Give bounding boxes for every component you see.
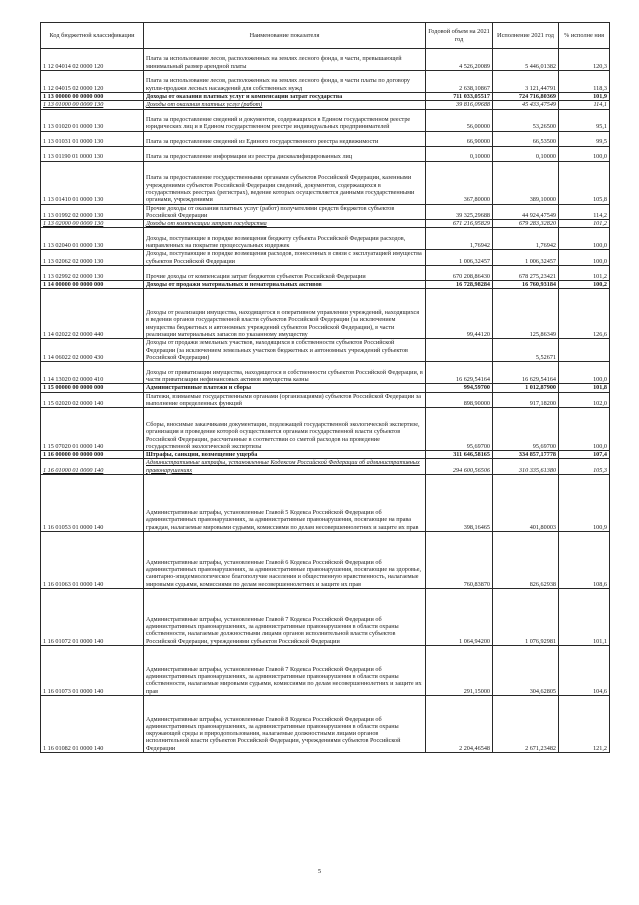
code-cell: 1 16 01073 01 0000 140 [41,646,144,696]
name-cell: Плата за использование лесов, расположенных на землях лесного фонда, в части, превышающей минимальный размер арендной платы [144,49,426,71]
code-cell: 1 13 01000 00 0000 130 [41,101,144,109]
executed-cell: 2 671,23482 [493,696,559,753]
percent-cell: 101,9 [559,93,610,101]
code-cell: 1 14 02022 02 0000 440 [41,289,144,339]
executed-cell: 66,53500 [493,131,559,146]
executed-cell: 826,62938 [493,532,559,589]
code-cell: 1 16 01072 01 0000 140 [41,589,144,646]
table-row [41,392,610,408]
code-cell: 1 13 01992 02 0000 130 [41,204,144,220]
executed-cell: 304,62805 [493,646,559,696]
executed-cell: 310 335,61380 [493,459,559,475]
table-row [41,589,610,646]
executed-cell: 1 006,32457 [493,250,559,266]
header-annual: Годовой объем на 2021 год [426,23,493,49]
executed-cell: 1,76942 [493,228,559,250]
code-cell: 1 15 02020 02 0000 140 [41,392,144,408]
name-cell: Доходы от продажи материальных и нематериальных активов [144,281,426,289]
table-row [41,339,610,362]
name-cell: Платежи, взимаемые государственными органами (организациями) субъектов Российской Федерации за выполнение определенных функций [144,392,426,408]
executed-cell: 16 629,54164 [493,362,559,384]
percent-cell: 118,3 [559,71,610,93]
percent-cell: 100,0 [559,228,610,250]
percent-cell: 104,6 [559,646,610,696]
executed-cell: 334 857,17778 [493,451,559,459]
name-cell: Административные штрафы, установленные Кодексом Российской Федерации об административных правонарушениях [144,459,426,475]
name-cell: Плата за использование лесов, расположенных на землях лесного фонда, в части платы по договору купли-продажи лесных насаждений для собственных нужд [144,71,426,93]
code-cell: 1 13 01410 01 0000 130 [41,161,144,204]
code-cell: 1 13 01190 01 0000 130 [41,146,144,161]
name-cell: Административные платежи и сборы [144,384,426,392]
percent-cell: 114,2 [559,204,610,220]
executed-cell: 917,18200 [493,392,559,408]
table-row [41,220,610,228]
annual-cell: 39 325,29688 [426,204,493,220]
executed-cell: 1 012,87900 [493,384,559,392]
code-cell: 1 13 00000 00 0000 000 [41,93,144,101]
annual-cell: 16 728,98284 [426,281,493,289]
annual-cell: 2 204,46548 [426,696,493,753]
code-cell: 1 13 02992 02 0000 130 [41,266,144,281]
table-row [41,646,610,696]
executed-cell: 125,86349 [493,289,559,339]
name-cell: Доходы от оказания платных услуг (работ) [144,101,426,109]
annual-cell: 0,10000 [426,146,493,161]
name-cell: Административные штрафы, установленные Главой 5 Кодекса Российской Федерации об административных правонарушениях, за административные правонарушения, посягающие на права граждан, налагаемые мировыми судьями, комиссиями по делам несовершеннолетних и защите их прав [144,475,426,532]
table-row [41,408,610,451]
annual-cell: 16 629,54164 [426,362,493,384]
executed-cell: 53,26500 [493,109,559,131]
table-row [41,161,610,204]
percent-cell: 100,9 [559,475,610,532]
code-cell: 1 12 04015 02 0000 120 [41,71,144,93]
annual-cell: 711 033,05517 [426,93,493,101]
percent-cell: 100,0 [559,146,610,161]
table-header-row [41,23,610,49]
table-row [41,281,610,289]
name-cell: Плата за предоставление сведений из Единого государственного реестра недвижимости [144,131,426,146]
name-cell: Сборы, вносимые заказчиками документации, подлежащей государственной экологической экспертизе, организация и проведение которой осуществляется органами государственной власти субъектов Российской Федерации, рассчитанные в соответствии со сметой расходов на проведение государственной экологической экспертизы [144,408,426,451]
code-cell: 1 13 01031 01 0000 130 [41,131,144,146]
code-cell: 1 16 00000 00 0000 000 [41,451,144,459]
annual-cell: 39 816,09688 [426,101,493,109]
table-body [41,49,610,753]
percent-cell: 121,2 [559,696,610,753]
annual-cell: 760,83870 [426,532,493,589]
name-cell: Прочие доходы от компенсации затрат бюджетов субъектов Российской Федерации [144,266,426,281]
percent-cell: 102,0 [559,392,610,408]
name-cell: Доходы, поступающие в порядке возмещения бюджету субъекта Российской Федерации расходов, направленных на покрытие процессуальных издержек [144,228,426,250]
name-cell: Доходы от продажи земельных участков, находящихся в собственности субъектов Российской Федерации (за исключением земельных участков бюджетных и автономных учреждений субъектов Российской Федерации) [144,339,426,362]
code-cell: 1 13 02040 01 0000 130 [41,228,144,250]
percent-cell: 100,2 [559,281,610,289]
table-row [41,459,610,475]
code-cell: 1 14 13020 02 0000 410 [41,362,144,384]
percent-cell: 101,8 [559,384,610,392]
percent-cell: 101,2 [559,220,610,228]
table-row [41,384,610,392]
name-cell: Доходы, поступающие в порядке возмещения расходов, понесенных в связи с эксплуатацией имущества субъектов Российской Федерации [144,250,426,266]
name-cell: Доходы от компенсации затрат государства [144,220,426,228]
table-row [41,475,610,532]
executed-cell: 1 076,92981 [493,589,559,646]
code-cell: 1 12 04014 02 0000 120 [41,49,144,71]
annual-cell: 294 600,56506 [426,459,493,475]
budget-revenue-table [40,22,610,753]
header-percent: % исполне ния [559,23,610,49]
executed-cell: 5,52671 [493,339,559,362]
annual-cell: 398,16465 [426,475,493,532]
table-row [41,266,610,281]
executed-cell: 724 716,80369 [493,93,559,101]
name-cell: Плата за предоставление сведений и документов, содержащихся в Едином государственном реестре юридических лиц и в Едином государственном реестре индивидуальных предпринимателей [144,109,426,131]
annual-cell: 671 216,95829 [426,220,493,228]
percent-cell: 108,6 [559,532,610,589]
header-name: Наименование показателя [144,23,426,49]
table-row [41,71,610,93]
annual-cell: 66,90000 [426,131,493,146]
executed-cell: 389,10000 [493,161,559,204]
page-number: 5 [317,868,322,875]
executed-cell: 44 924,47549 [493,204,559,220]
annual-cell: 4 526,20089 [426,49,493,71]
percent-cell: 100,0 [559,408,610,451]
percent-cell: 114,1 [559,101,610,109]
code-cell: 1 16 01082 01 0000 140 [41,696,144,753]
annual-cell: 99,44120 [426,289,493,339]
executed-cell: 45 433,47549 [493,101,559,109]
table-row [41,362,610,384]
code-cell: 1 14 00000 00 0000 000 [41,281,144,289]
percent-cell: 99,5 [559,131,610,146]
code-cell: 1 15 07020 01 0000 140 [41,408,144,451]
annual-cell: 670 208,86430 [426,266,493,281]
table-row [41,250,610,266]
table-row [41,146,610,161]
percent-cell [559,339,610,362]
table-row [41,93,610,101]
name-cell: Штрафы, санкции, возмещение ущерба [144,451,426,459]
percent-cell: 120,3 [559,49,610,71]
name-cell: Доходы от реализации имущества, находящегося в оперативном управлении учреждений, находящихся в ведении органов государственной власти субъектов Российской Федерации (за исключением имущества бюджетных и автономных учреждений субъектов Российской Федерации), в части реализации материальных запасов по указанному имуществу [144,289,426,339]
table-row [41,49,610,71]
table-row [41,696,610,753]
name-cell: Административные штрафы, установленные Главой 7 Кодекса Российской Федерации об административных правонарушениях, за административные правонарушения в области охраны собственности, налагаемые мировыми судьями, комиссиями по делам несовершеннолетних и защите их прав [144,646,426,696]
name-cell: Доходы от оказания платных услуг и компенсации затрат государства [144,93,426,101]
table-row [41,451,610,459]
annual-cell: 994,59700 [426,384,493,392]
name-cell: Плата за предоставление государственными органами субъектов Российской Федерации, казенными учреждениями субъектов Российской Федерации сведений, документов, содержащихся в государственных реестрах (регистрах), ведение которых осуществляется данными государственными органами, учреждениями [144,161,426,204]
executed-cell: 678 275,23421 [493,266,559,281]
table-row [41,204,610,220]
table-row [41,131,610,146]
annual-cell: 367,80000 [426,161,493,204]
percent-cell: 105,3 [559,459,610,475]
annual-cell: 1 006,32457 [426,250,493,266]
percent-cell: 100,0 [559,250,610,266]
name-cell: Административные штрафы, установленные Главой 7 Кодекса Российской Федерации об административных правонарушениях, за административные правонарушения в области охраны собственности, налагаемые должностными лицами органов исполнительной власти субъектов Российской Федерации, учреждениями субъектов Российской Федерации [144,589,426,646]
percent-cell: 126,6 [559,289,610,339]
percent-cell: 95,1 [559,109,610,131]
executed-cell: 5 446,01382 [493,49,559,71]
code-cell: 1 13 01020 01 0000 130 [41,109,144,131]
percent-cell: 107,4 [559,451,610,459]
annual-cell: 56,00000 [426,109,493,131]
percent-cell: 101,2 [559,266,610,281]
code-cell: 1 16 01053 01 0000 140 [41,475,144,532]
table-row [41,228,610,250]
table-row [41,289,610,339]
executed-cell: 3 121,44791 [493,71,559,93]
code-cell: 1 15 00000 00 0000 000 [41,384,144,392]
percent-cell: 105,8 [559,161,610,204]
table-row [41,532,610,589]
name-cell: Плата за предоставление информации из реестра дисквалифицированных лиц [144,146,426,161]
code-cell: 1 16 01063 01 0000 140 [41,532,144,589]
executed-cell: 679 283,32820 [493,220,559,228]
annual-cell: 95,69700 [426,408,493,451]
annual-cell: 2 638,10867 [426,71,493,93]
name-cell: Административные штрафы, установленные Главой 6 Кодекса Российской Федерации об административных правонарушениях, за административные правонарушения, посягающие на здоровье, санитарно-эпидемиологическое благополучие населения и общественную нравственность, налагаемые мировыми судьями, комиссиями по делам несовершеннолетних и защите их прав [144,532,426,589]
name-cell: Прочие доходы от оказания платных услуг (работ) получателями средств бюджетов субъектов Российской Федерации [144,204,426,220]
table-row [41,109,610,131]
code-cell: 1 13 02000 00 0000 130 [41,220,144,228]
annual-cell [426,339,493,362]
header-executed: Исполнение 2021 год [493,23,559,49]
header-code: Код бюджетной классификации [41,23,144,49]
annual-cell: 1,76942 [426,228,493,250]
code-cell: 1 16 01000 01 0000 140 [41,459,144,475]
name-cell: Доходы от приватизации имущества, находящегося в собственности субъектов Российской Федерации, в части приватизации нефинансовых активов имущества казны [144,362,426,384]
annual-cell: 311 646,58165 [426,451,493,459]
code-cell: 1 13 02062 02 0000 130 [41,250,144,266]
code-cell: 1 14 06022 02 0000 430 [41,339,144,362]
percent-cell: 101,1 [559,589,610,646]
table-row [41,101,610,109]
annual-cell: 898,90000 [426,392,493,408]
executed-cell: 401,80003 [493,475,559,532]
annual-cell: 1 064,94200 [426,589,493,646]
percent-cell: 100,0 [559,362,610,384]
executed-cell: 95,69700 [493,408,559,451]
executed-cell: 16 760,93184 [493,281,559,289]
name-cell: Административные штрафы, установленные Главой 8 Кодекса Российской Федерации об административных правонарушениях, за административные правонарушения в области охраны окружающей среды и природопользования, налагаемые должностными лицами органов исполнительной власти субъектов Российской Федерации, учреждениями субъектов Российской Федерации [144,696,426,753]
annual-cell: 291,15000 [426,646,493,696]
executed-cell: 0,10000 [493,146,559,161]
